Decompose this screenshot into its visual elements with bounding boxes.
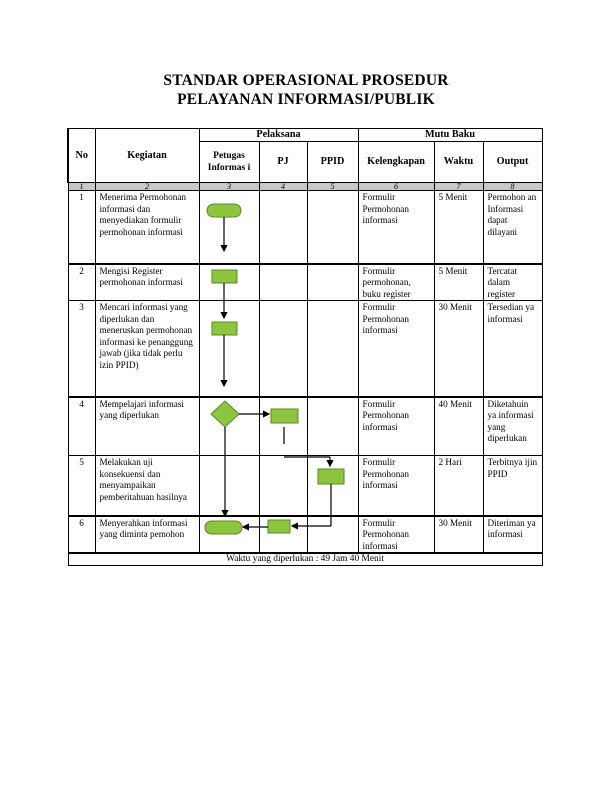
row-waktu: 2 Hari <box>434 456 483 516</box>
lane-pj <box>259 264 307 301</box>
row-output: Diteriman ya informasi <box>483 516 542 554</box>
row-kegiatan: Mencari informasi yang diperlukan dan meneruskan permohonan informasi ke penanggung jawab (jika tidak perlu izin PPID) <box>95 301 199 397</box>
row-waktu: 30 Menit <box>434 301 483 397</box>
lane-ppid <box>307 516 358 554</box>
table-row <box>68 264 542 301</box>
row-no: 3 <box>68 301 95 397</box>
row-waktu: 5 Menit <box>434 264 483 301</box>
lane-petugas <box>199 191 259 264</box>
lane-pj <box>259 516 307 554</box>
row-kelengkapan: Formulir Permohonan informasi <box>358 456 434 516</box>
row-output: Diketahuin ya informasi yang diperlukan <box>483 397 542 456</box>
lane-petugas <box>199 516 259 554</box>
lane-petugas <box>199 301 259 397</box>
table-row <box>68 397 542 456</box>
row-kelengkapan: Formulir Permohonan informasi <box>358 301 434 397</box>
column-number: 6 <box>358 183 434 191</box>
row-no: 6 <box>68 516 95 554</box>
lane-ppid <box>307 264 358 301</box>
column-number: 5 <box>307 183 358 191</box>
row-kegiatan: Mempelajari informasi yang diperlukan <box>95 397 199 456</box>
row-kegiatan: Mengisi Register permohonan informasi <box>95 264 199 301</box>
lane-ppid <box>307 456 358 516</box>
header-waktu: Waktu <box>434 142 483 183</box>
lane-ppid <box>307 397 358 456</box>
row-waktu: 5 Menit <box>434 191 483 264</box>
lane-petugas <box>199 397 259 456</box>
header-no: No <box>68 129 95 183</box>
lane-pj <box>259 301 307 397</box>
table-row <box>68 456 542 516</box>
table-row <box>68 301 542 397</box>
lane-ppid <box>307 301 358 397</box>
document-title-line-1: STANDAR OPERASIONAL PROSEDUR <box>163 72 449 89</box>
row-output: Tercatat dalam register <box>483 264 542 301</box>
row-kelengkapan: Formulir Permohonan informasi <box>358 191 434 264</box>
lane-pj <box>259 191 307 264</box>
row-output: Tersedian ya informasi <box>483 301 542 397</box>
row-no: 2 <box>68 264 95 301</box>
header-ppid: PPID <box>307 142 358 183</box>
header-kegiatan: Kegiatan <box>95 129 199 183</box>
row-no: 4 <box>68 397 95 456</box>
row-output: Terbitnya ijin PPID <box>483 456 542 516</box>
row-no: 5 <box>68 456 95 516</box>
sop-table <box>67 128 543 566</box>
header-pelaksana: Pelaksana <box>199 129 358 142</box>
document-title-line-2: PELAYANAN INFORMASI/PUBLIK <box>177 91 435 108</box>
column-number: 8 <box>483 183 542 191</box>
lane-ppid <box>307 191 358 264</box>
header-kelengkapan: Kelengkapan <box>358 142 434 183</box>
header-petugas: Petugas Informas i <box>199 142 259 183</box>
row-output: Permohon an Informasi dapat dilayani <box>483 191 542 264</box>
lane-pj <box>259 456 307 516</box>
table-row <box>68 191 542 264</box>
footer-row <box>68 553 542 566</box>
column-number: 2 <box>95 183 199 191</box>
lane-pj <box>259 397 307 456</box>
row-kegiatan: Melakukan uji konsekuensi dan menyampaikan pemberitahuan hasilnya <box>95 456 199 516</box>
row-kegiatan: Menerima Permohonan informasi dan menyediakan formulir permohonan informasi <box>95 191 199 264</box>
column-number: 3 <box>199 183 259 191</box>
row-kelengkapan: Formulir Permohonan informasi <box>358 397 434 456</box>
total-time: Waktu yang diperlukan : 49 Jam 40 Menit <box>68 553 542 566</box>
column-number: 1 <box>68 183 95 191</box>
header-mutu-baku: Mutu Baku <box>358 129 542 142</box>
lane-petugas <box>199 264 259 301</box>
table-row <box>68 516 542 554</box>
row-waktu: 30 Menit <box>434 516 483 554</box>
lane-petugas <box>199 456 259 516</box>
column-number: 4 <box>259 183 307 191</box>
row-kelengkapan: Formulir Permohonan informasi <box>358 516 434 554</box>
column-number: 7 <box>434 183 483 191</box>
row-no: 1 <box>68 191 95 264</box>
header-pj: PJ <box>259 142 307 183</box>
row-kegiatan: Menyerahkan informasi yang diminta pemohon <box>95 516 199 554</box>
row-waktu: 40 Menit <box>434 397 483 456</box>
header-output: Output <box>483 142 542 183</box>
row-kelengkapan: Formulir permohonan, buku register <box>358 264 434 301</box>
